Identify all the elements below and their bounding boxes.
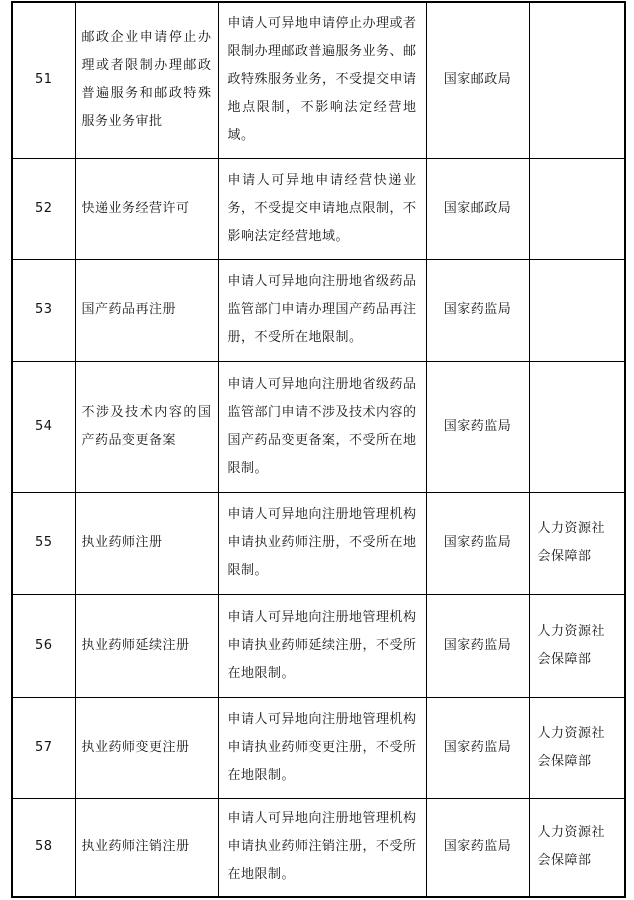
measure-cell: 申请人可异地向注册地省级药品监管部门申请不涉及技术内容的国产药品变更备案，不受所在地限制。 — [218, 361, 426, 492]
co-department-cell — [529, 158, 625, 259]
co-department-cell: 人力资源社会保障部 — [529, 594, 625, 697]
co-department-cell: 人力资源社会保障部 — [529, 492, 625, 594]
table-row — [12, 259, 625, 361]
row-number-cell: 53 — [12, 259, 75, 361]
table-row — [12, 158, 625, 259]
measure-cell: 申请人可异地申请经营快递业务，不受提交申请地点限制，不影响法定经营地域。 — [218, 158, 426, 259]
row-number-cell: 57 — [12, 697, 75, 798]
measure-cell: 申请人可异地申请停止办理或者限制办理邮政普遍服务业务、邮政特殊服务业务，不受提交申请地点限制，不影响法定经营地域。 — [218, 2, 426, 158]
co-department-cell: 人力资源社会保障部 — [529, 798, 625, 897]
item-name-cell: 国产药品再注册 — [75, 259, 218, 361]
co-department-cell — [529, 2, 625, 158]
measure-cell: 申请人可异地向注册地管理机构申请执业药师注册，不受所在地限制。 — [218, 492, 426, 594]
item-name-cell: 执业药师注册 — [75, 492, 218, 594]
row-number-cell: 58 — [12, 798, 75, 897]
item-name-cell: 执业药师延续注册 — [75, 594, 218, 697]
department-cell: 国家药监局 — [426, 259, 529, 361]
measure-cell: 申请人可异地向注册地管理机构申请执业药师注销注册，不受所在地限制。 — [218, 798, 426, 897]
item-name-cell: 执业药师注销注册 — [75, 798, 218, 897]
co-department-cell — [529, 259, 625, 361]
table-row — [12, 697, 625, 798]
table-row — [12, 594, 625, 697]
department-cell: 国家药监局 — [426, 594, 529, 697]
department-cell: 国家邮政局 — [426, 158, 529, 259]
co-department-cell: 人力资源社会保障部 — [529, 697, 625, 798]
department-cell: 国家邮政局 — [426, 2, 529, 158]
table-row — [12, 492, 625, 594]
row-number-cell: 51 — [12, 2, 75, 158]
measure-cell: 申请人可异地向注册地管理机构申请执业药师延续注册，不受所在地限制。 — [218, 594, 426, 697]
item-name-cell: 不涉及技术内容的国产药品变更备案 — [75, 361, 218, 492]
co-department-cell — [529, 361, 625, 492]
row-number-cell: 56 — [12, 594, 75, 697]
department-cell: 国家药监局 — [426, 697, 529, 798]
department-cell: 国家药监局 — [426, 492, 529, 594]
table-row — [12, 2, 625, 158]
row-number-cell: 52 — [12, 158, 75, 259]
policy-items-table — [11, 1, 626, 898]
measure-cell: 申请人可异地向注册地省级药品监管部门申请办理国产药品再注册，不受所在地限制。 — [218, 259, 426, 361]
measure-cell: 申请人可异地向注册地管理机构申请执业药师变更注册，不受所在地限制。 — [218, 697, 426, 798]
table-row — [12, 798, 625, 897]
table-row — [12, 361, 625, 492]
item-name-cell: 邮政企业申请停止办理或者限制办理邮政普遍服务和邮政特殊服务业务审批 — [75, 2, 218, 158]
row-number-cell: 55 — [12, 492, 75, 594]
item-name-cell: 快递业务经营许可 — [75, 158, 218, 259]
item-name-cell: 执业药师变更注册 — [75, 697, 218, 798]
department-cell: 国家药监局 — [426, 361, 529, 492]
row-number-cell: 54 — [12, 361, 75, 492]
department-cell: 国家药监局 — [426, 798, 529, 897]
